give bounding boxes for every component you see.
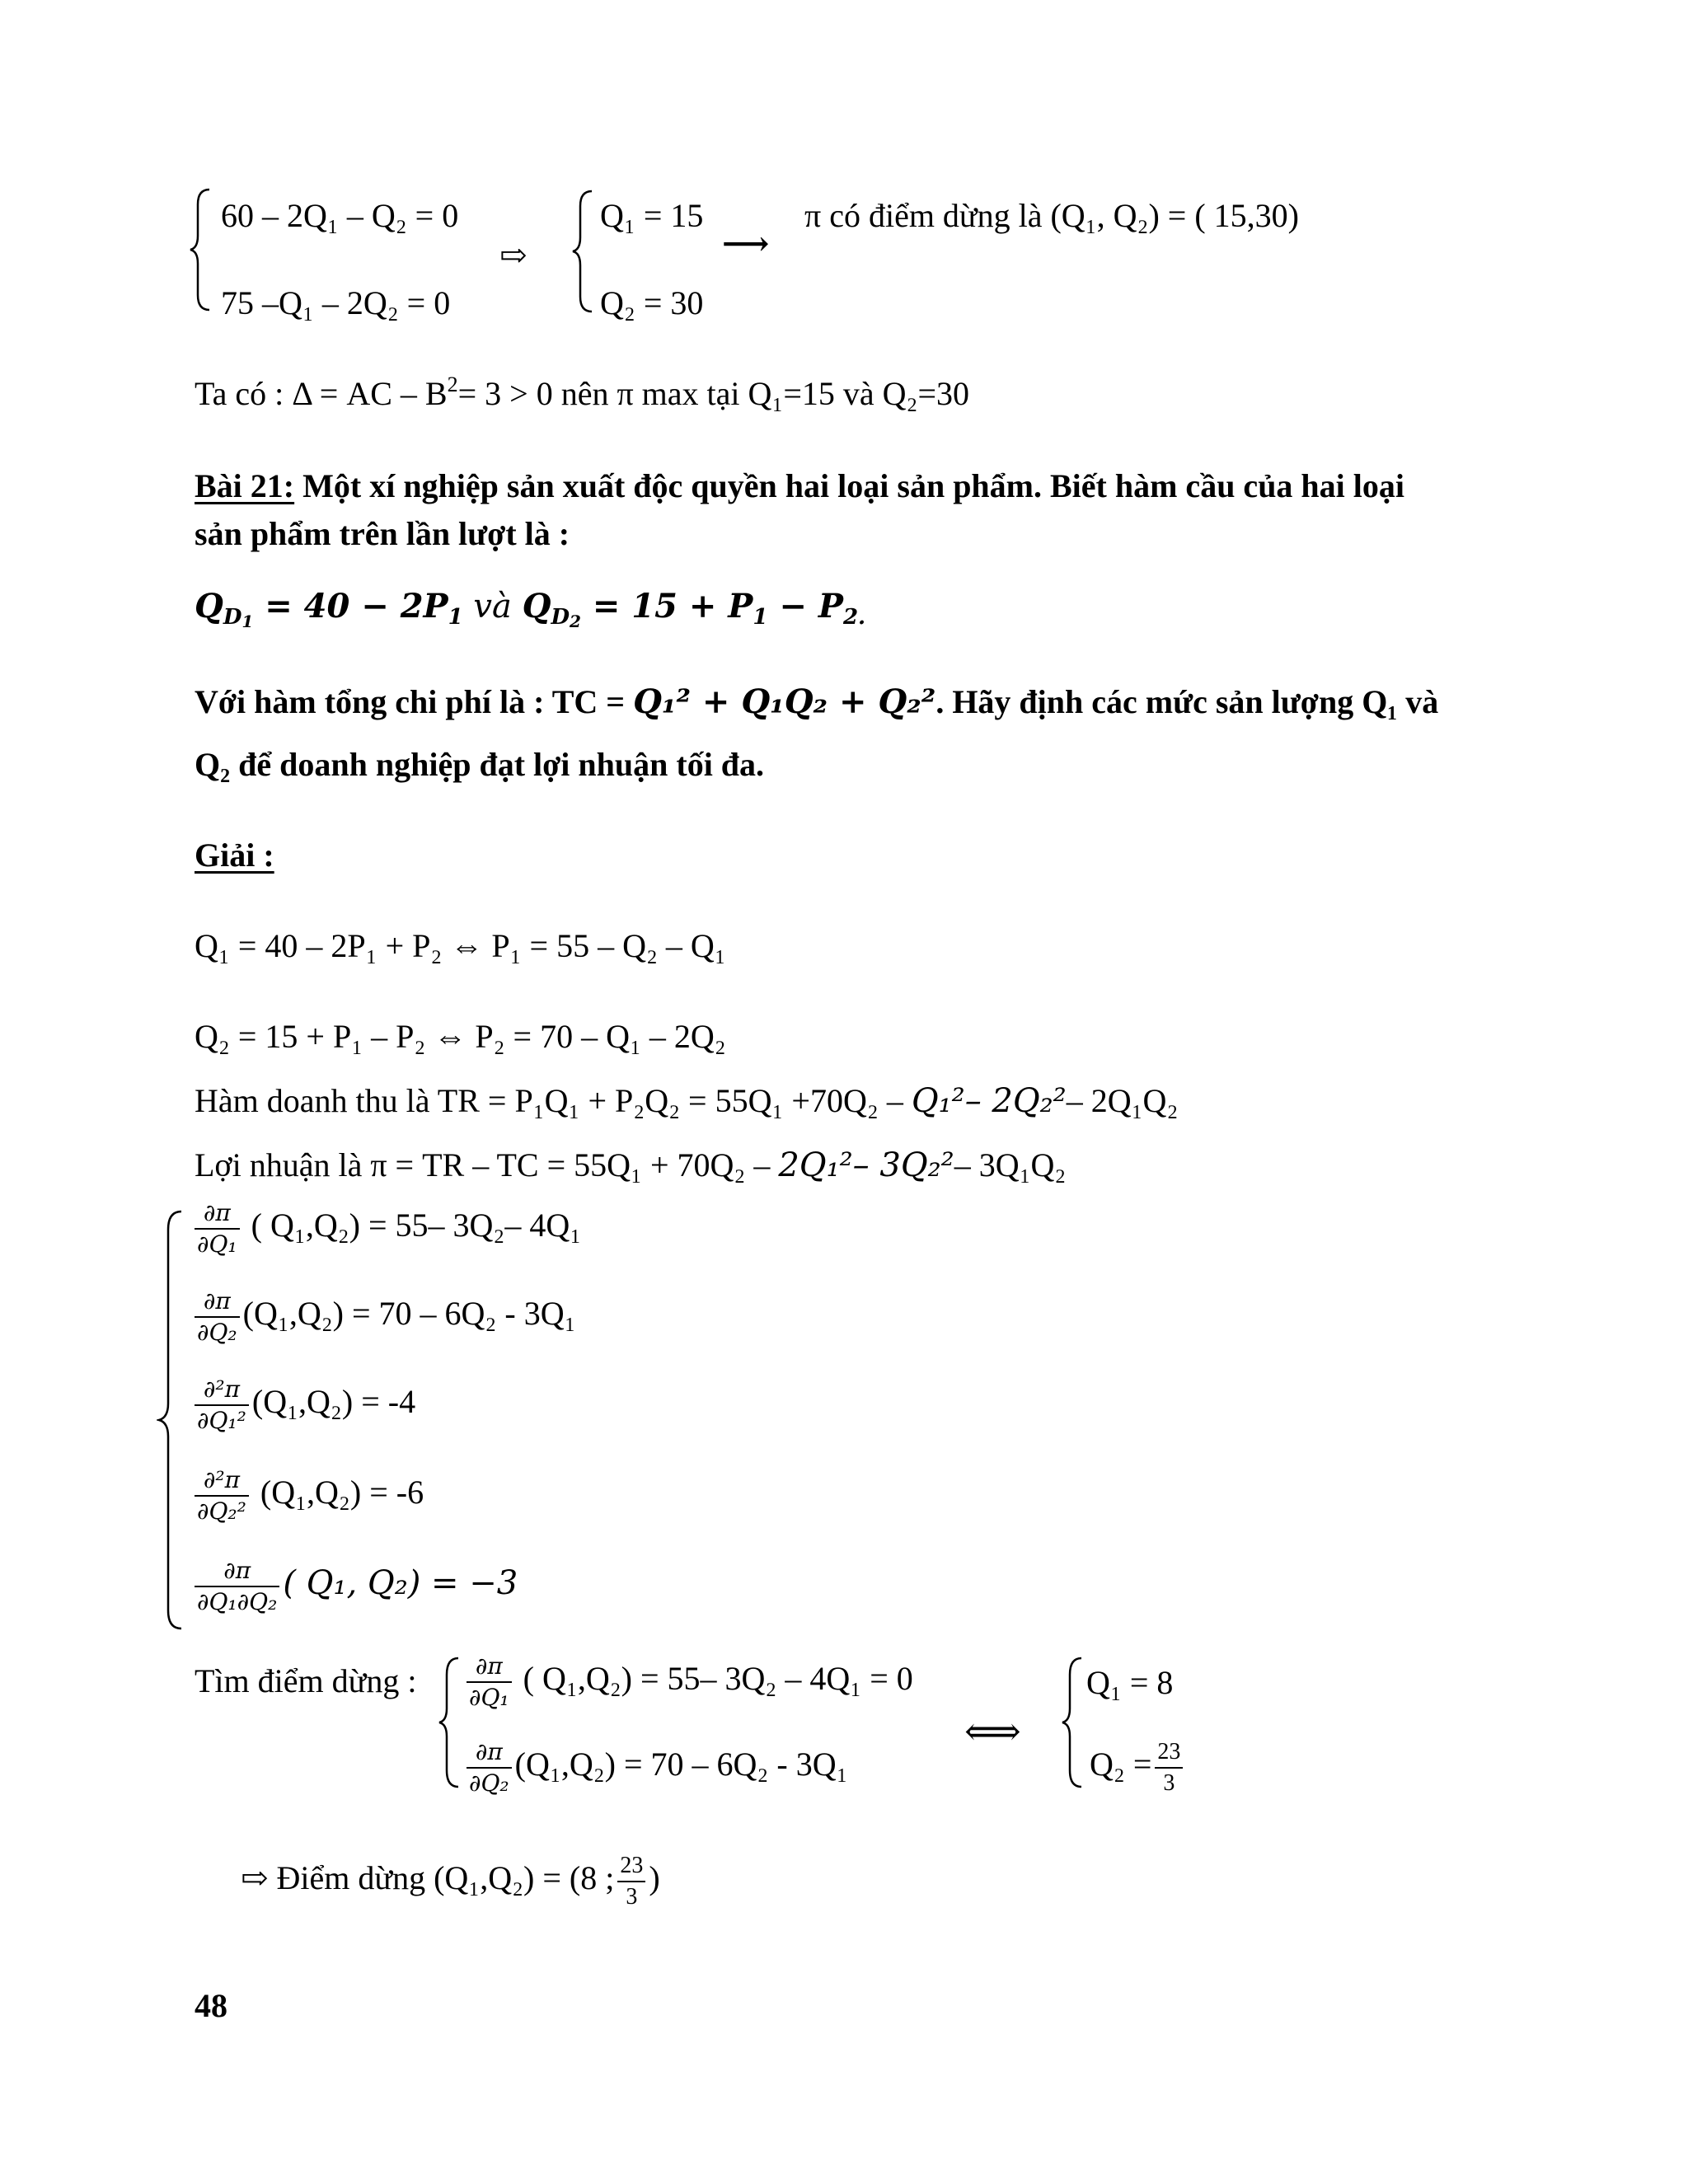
- delta-line: Ta có : Δ = AC – $B^2= 3 > 0$ nên π max tại Q₁=15 và Q₂=30: [195, 373, 970, 412]
- derivative-row-1: $\frac{\partial\pi}{\text{∂Q₁}}$ ( Q₁,Q₂) = 55– 3Q₂– 4Q₁: [191, 1202, 581, 1256]
- problem-statement-line-2: sản phẩm trên lần lượt là :: [195, 515, 570, 552]
- derivative-row-3: $\frac{\text{∂²π}}{\text{∂Q₁²}}$ (Q₁,Q₂) = -4: [191, 1378, 415, 1432]
- cost-function-line-2: Q₂ để doanh nghiệp đạt lợi nhuận tối đa.: [195, 746, 765, 783]
- problem-statement-line-1: Bài 21: Một xí nghiệp sản xuất độc quyền hai loại sản phẩm. Biết hàm cầu của hai loại: [195, 467, 1405, 504]
- derivative-row-2: $\frac{\partial\pi}{\text{∂Q₂}}$ (Q₁,Q₂) = 70 – 6Q₂ - 3Q₁: [191, 1290, 576, 1344]
- stationary-label: Tìm điểm dừng :: [195, 1662, 417, 1699]
- stationary-point-conclusion: π có điểm dừng là (Q₁, Q₂) = ( 15,30): [804, 197, 1299, 234]
- system-eq-2: 75 –Q₁ – 2Q₂ = 0: [221, 284, 451, 321]
- result-q2: Q₂ = $\frac{23}{3}$: [1090, 1741, 1186, 1795]
- page-number: 48: [195, 1987, 227, 2024]
- stationary-eq-1: $\frac{\partial\pi}{\text{∂Q₁}}$ ( Q₁,Q₂) = 55– 3Q₂ – 4Q₁ = 0: [463, 1655, 913, 1709]
- result-q1: Q₁ = 8: [1086, 1664, 1174, 1701]
- demand-functions: $Q_{D1} = 40 - 2P_1$ và $Q_{D2} = 15 + P_1 - P_{2.}$: [195, 587, 866, 631]
- problem-label: Bài 21:: [195, 467, 295, 504]
- system-eq-1: 60 – 2Q₁ – Q₂ = 0: [221, 197, 459, 234]
- implies-arrow: ⇨: [499, 237, 528, 274]
- left-brace-result: [1060, 1657, 1085, 1788]
- solution-label: Giải :: [195, 837, 274, 874]
- solution-q1: Q₁ = 15: [600, 197, 704, 234]
- price-relation-1: Q₁ = 40 – 2P₁ + P₂ ⇔ P₁ = 55 – Q₂ – Q₁: [195, 927, 726, 964]
- derivative-row-4: $\frac{\text{∂²π}}{\text{∂Q₂²}}$ (Q₁,Q₂) = -6: [191, 1469, 424, 1523]
- equivalence-arrow: ⟺: [964, 1710, 1021, 1754]
- solution-q2: Q₂ = 30: [600, 284, 704, 321]
- left-brace-stationary: [437, 1657, 462, 1788]
- right-arrow: ⟶: [722, 225, 770, 262]
- left-brace-solution: [570, 190, 595, 313]
- profit-function: Lợi nhuận là π = TR – TC = 55Q₁ + 70Q₂ – 2Q₁²– 3Q₂²– 3Q₁Q₂: [195, 1146, 1067, 1184]
- left-brace-derivatives: [157, 1210, 185, 1630]
- derivative-row-5: $\frac{\partial\pi}{\text{∂Q₁∂Q₂}}$ ( Q₁, Q₂) = −3: [191, 1559, 518, 1614]
- stationary-eq-2: $\frac{\partial\pi}{\text{∂Q₂}}$ (Q₁,Q₂) = 70 – 6Q₂ - 3Q₁: [463, 1741, 848, 1795]
- cost-function-line-1: Với hàm tổng chi phí là : TC = Q₁² + Q₁Q₂ + Q₂². Hãy định các mức sản lượng Q₁ và: [195, 682, 1439, 721]
- final-stationary-point: ⇨ Điểm dừng (Q₁,Q₂) = (8 ; $\frac{23}{3}$ ): [241, 1853, 660, 1910]
- left-brace-top: [188, 188, 213, 312]
- price-relation-2: Q₂ = 15 + P₁ – P₂ ⇔ P₂ = 70 – Q₁ – 2Q₂: [195, 1018, 726, 1055]
- revenue-function: Hàm doanh thu là TR = P₁Q₁ + P₂Q₂ = 55Q₁ +70Q₂ – Q₁²– 2Q₂²– 2Q₁Q₂: [195, 1082, 1179, 1120]
